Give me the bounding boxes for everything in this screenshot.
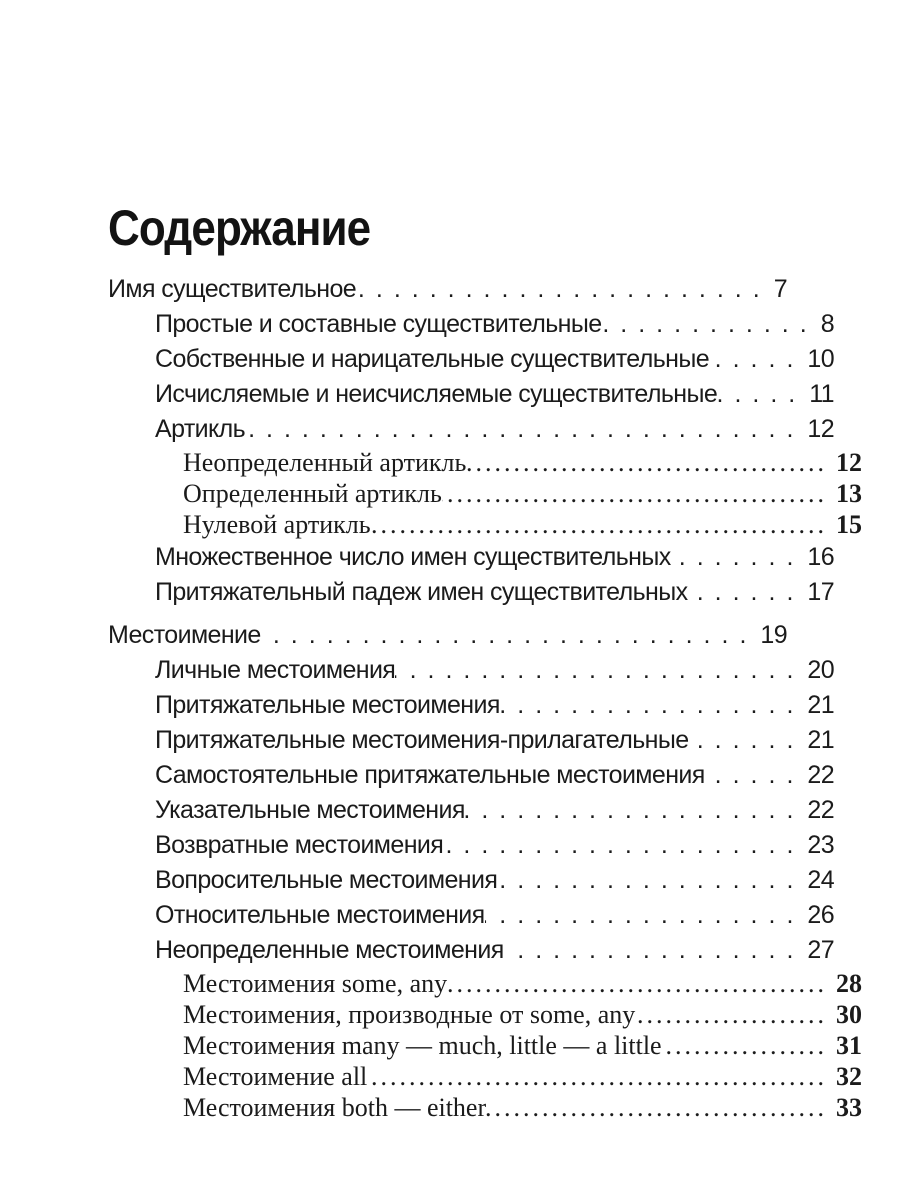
toc-entry-page: 23	[807, 831, 834, 859]
toc-entry-label: Нулевой артикль	[183, 510, 371, 539]
toc-entry-page: 31	[836, 1031, 862, 1060]
dot-leader	[504, 933, 806, 968]
toc-entry	[108, 653, 834, 688]
toc-entry-label: Исчисляемые и неисчисляемые существительные	[155, 380, 718, 408]
toc-entry-page: 33	[836, 1093, 862, 1122]
dot-leader	[356, 272, 772, 307]
toc-entry-page: 8	[820, 310, 834, 338]
toc-entry-label: Притяжательные местоимения	[155, 691, 500, 719]
toc-entry-label: Местоимение	[108, 621, 261, 649]
dot-leader	[662, 1030, 828, 1061]
toc-entry	[108, 618, 787, 653]
toc-entry-page: 32	[836, 1062, 862, 1091]
dot-leader	[261, 618, 759, 653]
toc-entry-page: 11	[809, 380, 834, 408]
dot-leader	[371, 509, 828, 540]
dot-leader	[466, 447, 828, 478]
toc-entry-page: 21	[807, 726, 834, 754]
toc-entry-label: Местоимения, производные от some, any	[183, 1000, 636, 1029]
toc-entry-label: Относительные местоимения	[155, 901, 485, 929]
toc-entry	[108, 342, 834, 377]
toc-entry	[108, 412, 834, 447]
toc-entry-page: 10	[807, 345, 834, 373]
toc-entry-label: Указательные местоимения	[155, 796, 465, 824]
toc-entry-page: 22	[807, 761, 834, 789]
toc-entry-page: 20	[807, 656, 834, 684]
toc-entry	[108, 793, 834, 828]
page-title: Содержание	[108, 200, 371, 256]
toc-entry	[108, 723, 834, 758]
toc-entry-label: Собственные и нарицательные существительные	[155, 345, 710, 373]
toc-entry	[108, 688, 834, 723]
dot-leader	[442, 478, 828, 509]
dot-leader	[395, 653, 805, 688]
toc-entry-page: 16	[807, 543, 834, 571]
dot-leader	[717, 377, 807, 412]
dot-leader	[709, 342, 805, 377]
toc-entry-page: 19	[760, 621, 787, 649]
toc-entry-page: 26	[807, 901, 834, 929]
toc-entry	[108, 447, 862, 478]
dot-leader	[465, 793, 806, 828]
toc-entry-page: 27	[807, 936, 834, 964]
toc-entry	[108, 307, 834, 342]
dot-leader	[486, 1092, 828, 1123]
toc-entry-page: 22	[807, 796, 834, 824]
toc-entry	[108, 540, 834, 575]
toc-entry-label: Возвратные местоимения	[155, 831, 444, 859]
dot-leader	[485, 898, 806, 933]
dot-leader	[688, 575, 806, 610]
toc-entry-label: Неопределенный артикль	[183, 448, 467, 477]
toc-entry	[108, 377, 834, 412]
toc-entry-page: 17	[807, 578, 834, 606]
toc-entry	[108, 1061, 862, 1092]
dot-leader	[447, 968, 828, 999]
dot-leader	[602, 307, 819, 342]
dot-leader	[497, 863, 805, 898]
dot-leader	[367, 1061, 828, 1092]
toc-entry-page: 12	[807, 415, 834, 443]
toc-entry-label: Местоимения many — much, little — a little	[183, 1031, 662, 1060]
toc-entry-page: 28	[836, 969, 862, 998]
toc-entry	[108, 933, 834, 968]
dot-leader	[500, 688, 806, 723]
toc-entry-label: Определенный артикль	[183, 479, 442, 508]
toc-entry	[108, 478, 862, 509]
dot-leader	[705, 758, 806, 793]
toc-entry-label: Простые и составные существительные	[155, 310, 602, 338]
dot-leader	[635, 999, 828, 1030]
toc-entry-page: 12	[836, 448, 862, 477]
toc-entry-page: 21	[807, 691, 834, 719]
toc-entry-label: Множественное число имен существительных	[155, 543, 671, 571]
dot-leader	[689, 723, 806, 758]
toc-entry	[108, 1030, 862, 1061]
toc-entry-page: 13	[836, 479, 862, 508]
toc-entry	[108, 575, 834, 610]
toc-list	[108, 272, 862, 1123]
toc-entry	[108, 1092, 862, 1123]
dot-leader	[245, 412, 805, 447]
toc-entry	[108, 758, 834, 793]
dot-leader	[671, 540, 806, 575]
toc-entry	[108, 509, 862, 540]
toc-entry	[108, 968, 862, 999]
toc-entry-label: Местоимение all	[183, 1062, 368, 1091]
toc-entry-label: Самостоятельные притяжательные местоимения	[155, 761, 705, 789]
toc-entry-label: Притяжательный падеж имен существительных	[155, 578, 688, 606]
dot-leader	[443, 828, 805, 863]
toc-entry	[108, 828, 834, 863]
toc-entry	[108, 999, 862, 1030]
toc-entry-page: 24	[807, 866, 834, 894]
toc-entry-label: Притяжательные местоимения-прилагательные	[155, 726, 689, 754]
toc-entry-page: 30	[836, 1000, 862, 1029]
toc-entry-label: Артикль	[155, 415, 246, 443]
toc-entry-label: Личные местоимения	[155, 656, 396, 684]
toc-entry-page: 7	[773, 275, 787, 303]
toc-entry-label: Местоимения some, any	[183, 969, 448, 998]
toc-entry	[108, 272, 787, 307]
toc-entry-label: Местоимения both — either	[183, 1093, 487, 1122]
toc-entry	[108, 898, 834, 933]
toc-entry-label: Вопросительные местоимения	[155, 866, 498, 894]
toc-entry-label: Неопределенные местоимения	[155, 936, 504, 964]
toc-entry-page: 15	[836, 510, 862, 539]
toc-entry	[108, 863, 834, 898]
toc-entry-label: Имя существительное	[108, 275, 357, 303]
